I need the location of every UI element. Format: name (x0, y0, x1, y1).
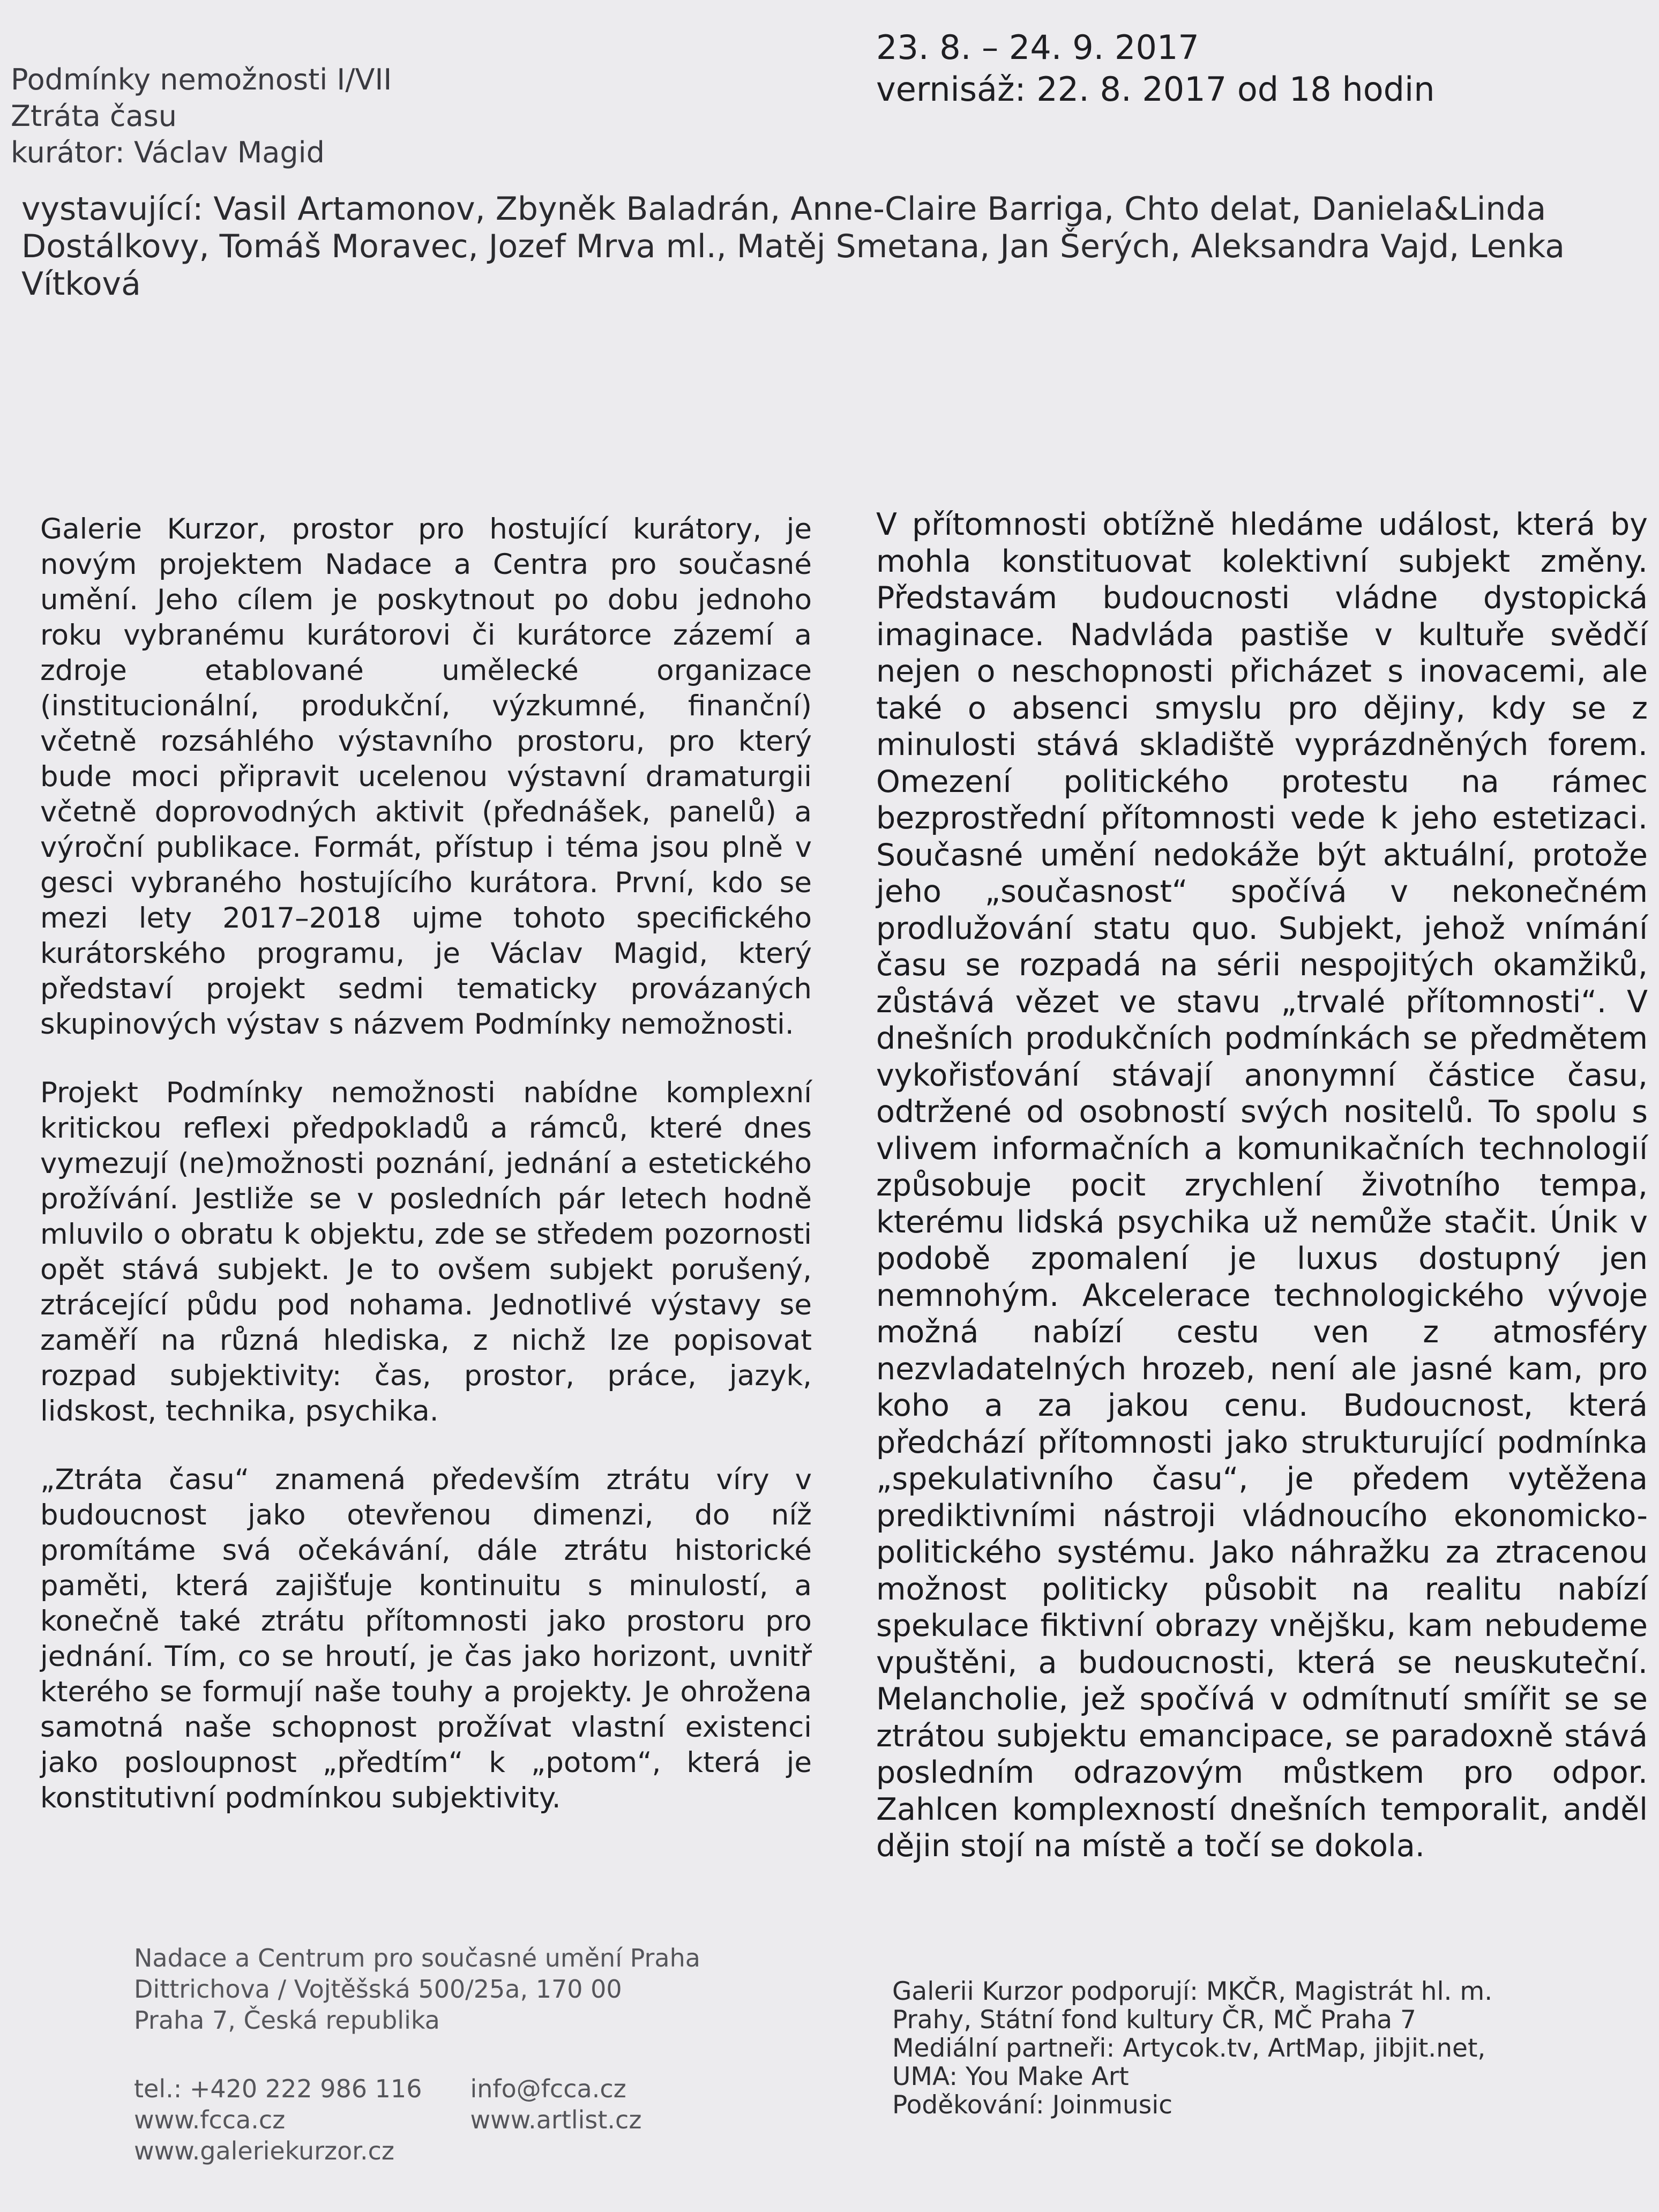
exhibitors-list: vystavující: Vasil Artamonov, Zbyněk Baladrán, Anne-Claire Barriga, Chto delat, Daniela&Linda Dostálkovy, Tomáš Moravec, Jozef Mrva ml., Matěj Smetana, Jan Šerých, Aleksandra Vajd, Lenka Vítková (21, 190, 1565, 303)
address-line-2: Praha 7, Česká republika (134, 2006, 440, 2035)
opening-line: vernisáž: 22. 8. 2017 od 18 hodin (876, 70, 1435, 109)
org-name: Nadace a Centrum pro současné umění Praha (134, 1944, 700, 1972)
essay-paragraph: V přítomnosti obtížně hledáme událost, která by mohla konstituovat kolektivní subjekt změny. Představám budoucnosti vládne dystopická imaginace. Nadvláda pastiše v kultuře svědčí nejen o neschopnosti přicházet s inovacemi, ale také o absenci smyslu pro dějiny, kdy se z minulosti stává skladiště vyprázdněných forem. Omezení politického protestu na rámec bezprostřední přítomnosti vede k jeho estetizaci. Současné umění nedokáže být aktuální, protože jeho „současnost“ spočívá v nekonečném prodlužování statu quo. Subjekt, jehož vnímání času se rozpadá na sérii nespojitých okamžiků, zůstává vězet ve stavu „trvalé přítomnosti“. V dnešních produkčních podmínkách se předmětem vykořisťování stávají anonymní částice času, odtržené od osobností svých nositelů. To spolu s vlivem informačních a komunikačních technologií způsobuje pocit zrychlení životního tempa, kterému lidská psychika už nemůže stačit. Únik v podobě zpomalení je luxus dostupný jen nemnohým. Akcelerace technologického vývoje možná nabízí cestu ven z atmosféry nezvladatelných hrozeb, není ale jasné kam, pro koho a za jakou cenu. Budoucnost, která předchází přítomnosti jako strukturující podmínka „spekulativního času“, je předem vytěžena prediktivními nástroji vládnoucího ekonomicko-politického systému. Jako náhražku za ztracenou možnost politicky působit na realitu nabízí spekulace fiktivní obrazy vnějšku, kam nebudeme vpuštěni, a budoucnosti, která se neuskuteční. Melancholie, jež spočívá v odmítnutí smířit se se ztrátou subjektu emancipace, se paradoxně stává posledním odrazovým můstkem pro odpor. Zahlcen komplexností dnešních temporalit, anděl dějin stojí na místě a točí se dokola. (876, 507, 1648, 1864)
website-link[interactable]: www.fcca.cz (134, 2105, 286, 2134)
contact-column-right (470, 2073, 641, 2166)
exhibition-header (11, 62, 814, 171)
support-line: Galerii Kurzor podporují: MKČR, Magistrát hl. m. (892, 1977, 1493, 2006)
sponsors-footer (892, 1977, 1642, 2119)
right-text-column (876, 506, 1648, 1865)
uma-line: UMA: You Make Art (892, 2062, 1129, 2091)
contact-block (134, 2073, 831, 2166)
loss-of-time-paragraph: „Ztráta času“ znamená především ztrátu víry v budoucnost jako otevřenou dimenzi, do níž promítáme svá očekávání, dále ztrátu historické paměti, která zajišťuje kontinuitu s minulostí, a konečně také ztrátu přítomnosti jako prostoru pro jednání. Tím, co se hroutí, je čas jako horizont, uvnitř kterého se formují naše touhy a projekty. Je ohrožena samotná naše schopnost prožívat vlastní existenci jako posloupnost „předtím“ k „potom“, která je konstitutivní podmínkou subjektivity. (40, 1463, 812, 1814)
exhibition-title: Ztráta času (11, 99, 177, 133)
organization-footer (134, 1942, 831, 2166)
website-link[interactable]: www.artlist.cz (470, 2105, 642, 2134)
intro-paragraph: Galerie Kurzor, prostor pro hostující kurátory, je novým projektem Nadace a Centra pro současné umění. Jeho cílem je poskytnout po dobu jednoho roku vybranému kurátorovi či kurátorce zázemí a zdroje etablované umělecké organizace (institucionální, produkční, výzkumné, finanční) včetně rozsáhlého výstavního prostoru, pro který bude moci připravit ucelenou výstavní dramaturgii včetně doprovodných aktivit (přednášek, panelů) a výroční publikace. Formát, přístup i téma jsou plně v gesci vybraného hostujícího kurátora. První, kdo se mezi lety 2017–2018 ujme tohoto specifického kurátorského programu, je Václav Magid, který představí projekt sedmi tematicky provázaných skupinových výstav s názvem Podmínky nemožnosti. (40, 513, 812, 1041)
contact-column-left (134, 2073, 422, 2166)
support-line: Prahy, Státní fond kultury ČR, MČ Praha 7 (892, 2005, 1416, 2035)
left-text-column (40, 512, 812, 1849)
phone-number: tel.: +420 222 986 116 (134, 2074, 422, 2103)
email-link[interactable]: info@fcca.cz (470, 2074, 626, 2103)
project-paragraph: Projekt Podmínky nemožnosti nabídne komplexní kritickou reflexi předpokladů a rámců, které dnes vymezují (ne)možnosti poznání, jednání a estetického prožívání. Jestliže se v posledních pár letech hodně mluvilo o obratu k objektu, zde se středem pozornosti opět stává subjekt. Je to ovšem subjekt porušený, ztrácející půdu pod nohama. Jednotlivé výstavy se zaměří na různá hlediska, z nichž lze popisovat rozpad subjektivity: čas, prostor, práce, jazyk, lidskost, technika, psychika. (40, 1077, 812, 1428)
thanks-line: Poděkování: Joinmusic (892, 2090, 1173, 2120)
media-partners: Mediální partneři: Artycok.tv, ArtMap, jibjit.net, (892, 2034, 1486, 2063)
dates-block (876, 27, 1626, 110)
exhibition-dates: 23. 8. – 24. 9. 2017 (876, 28, 1199, 67)
series-title: Podmínky nemožnosti I/VII (11, 63, 392, 96)
website-link[interactable]: www.galeriekurzor.cz (134, 2136, 395, 2165)
curator-line: kurátor: Václav Magid (11, 136, 325, 169)
address-line-1: Dittrichova / Vojtěšská 500/25a, 170 00 (134, 1975, 622, 2004)
